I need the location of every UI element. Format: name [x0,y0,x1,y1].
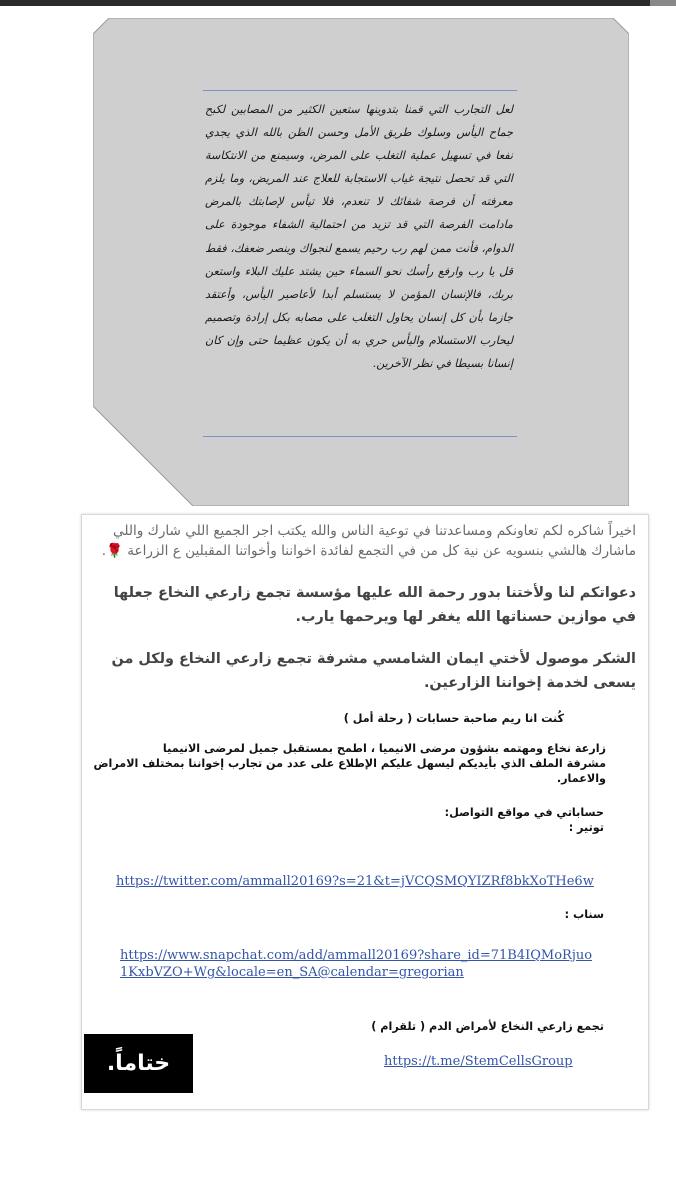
top-bar-end [650,0,676,6]
card-rule-bottom [203,436,517,437]
accounts-heading [102,805,604,835]
thanks-paragraph: الشكر موصول لأختي ايمان الشامسي مشرفة تجمع زارعي النخاع ولكل من يسعى لخدمة إخواننا الزارعين. [111,651,636,691]
closing-badge: ختاماً. [84,1034,193,1093]
group-title: تجمع زارعي النخاع لأمراض الدم ( تلقرام ) [371,1020,604,1033]
snapchat-link[interactable]: https://www.snapchat.com/add/ammall20169?share_id=71B4IQMoRjuo1KxbVZO+Wg&locale=en_SA@calendar=gregorian [120,948,593,980]
top-bar [0,0,676,6]
experience-card-page [93,18,629,506]
bio-line-1: زارعة نخاع ومهتمه بشؤون مرضى الانيميا ، اطمح بمستقبل جميل لمرضى الانيميا [162,742,606,755]
twitter-label: توتير : [568,821,604,834]
accounts-title: حساباتي في مواقع التواصل: [444,806,604,819]
twitter-link[interactable]: https://twitter.com/ammall20169?s=21&t=jVCQSMQYIZRf8bkXoTHe6w [116,874,594,889]
card-rule-top [203,90,517,91]
snapchat-label: سناب : [564,908,604,921]
closing-letter-page [81,514,649,1110]
bio-line-2: مشرفة الملف الذي بأيديكم ليسهل عليكم الإطلاع على عدد من تجارب إخواننا بمختلف الامراض والاعمار. [93,757,606,785]
dedication-paragraph: دعواتكم لنا ولأختنا بدور رحمة الله عليها مؤسسة تجمع زارعي النخاع جعلها في موازين حسناتها الله يغفر لها ويرحمها يارب. [113,585,636,625]
intro-paragraph: اخيراً شاكره لكم تعاونكم ومساعدتنا في توعية الناس والله يكتب اجر الجميع اللي شارك واللي ماشارك هالشي بنسويه عن نية كل من في التجمع لفائدة اخواننا وأخواتنا المقبلين ع الزراعة 🌹. [101,523,636,559]
card-paragraph: لعل التجارب التي قمنا بتدوينها ستعين الكثير من المصابين لكبح جماح اليأس وسلوك طريق الأمل وحسن الظن بالله الذي يجدي نفعا في تسهيل عملية التغلب على المرض، وسيمنع من الانتكاسة التي قد تحصل نتيجة غياب الاستجابة للعلاج عند المريض، وما يلزم معرفته أن فرصة شفائك لا تنعدم، فلا تيأس لإصابتك بالمرض مادامت الفرصة التي قد تزيد من احتمالية الشفاء موجودة على الدوام، فأنت ممن لهم رب رحيم يسمع لنجواك وينصر ضعفك، فقط قل يا رب وارفع رأسك نحو السماء حين يشتد عليك البلاء واستعن بربك، فالإنسان المؤمن لا يستسلم أبدا لأعاصير اليأس، وأعتقد جازما بأن كل إنسان يحاول التغلب على مصابه بكل إرادة وتصميم ليحارب الاستسلام واليأس حري به أن يكون عظيما حتى وإن كان إنسانا بسيطا في نظر الآخرين. [205,103,513,371]
author-bio [90,741,606,786]
telegram-group-link[interactable]: https://t.me/StemCellsGroup [384,1054,573,1069]
author-line: كُنت انا ريم صاحبة حسابات ( رحلة أمل ) [343,712,564,725]
